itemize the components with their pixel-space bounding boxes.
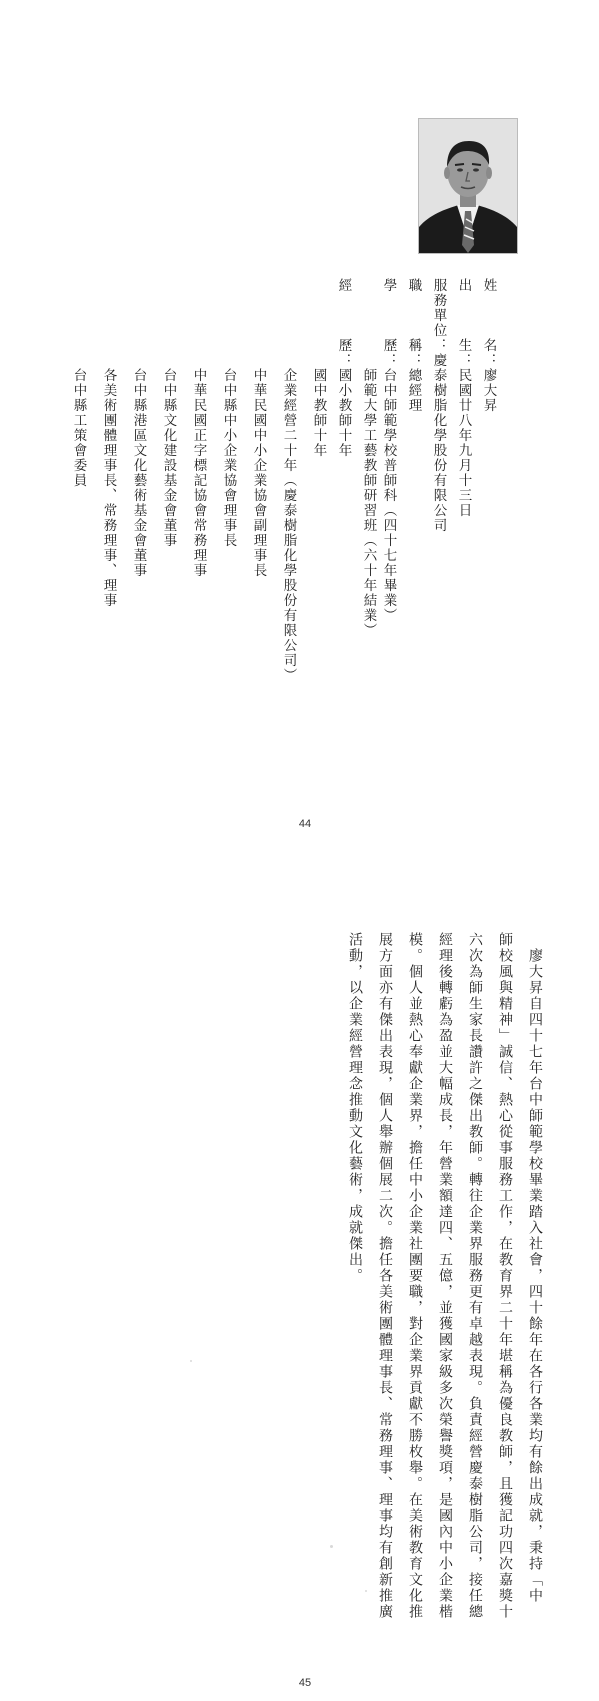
page-number: 44 (298, 818, 312, 830)
profile-line-experience-2: 國中教師十年 (310, 278, 327, 458)
bio-line: 展方面亦有傑出表現，個人舉辦個展二次。擔任各美術團體理事長、常務理事、理事均有創新推廣 (377, 932, 393, 1620)
profile-line-experience-10: 台中縣工策會委員 (70, 278, 87, 488)
profile-line-title: 職 稱：總經理 (405, 278, 422, 413)
profile-line-experience: 經 歷：國小教師十年 (335, 278, 352, 458)
profile-line-experience-8: 台中縣港區文化藝術基金會董事 (130, 278, 147, 578)
scan-speck (190, 1360, 192, 1362)
profile-line-experience-7: 台中縣文化建設基金會董事 (160, 278, 177, 548)
profile-line-experience-3: 企業經營二十年（慶泰樹脂化學股份有限公司） (280, 278, 297, 683)
profile-line-experience-5: 台中縣中小企業協會理事長 (220, 278, 237, 548)
profile-line-education-2: 師範大學工藝教師研習班（六十年結業） (360, 278, 377, 638)
scan-speck (330, 1545, 333, 1548)
bio-line: 六次為師生家長讚許之傑出教師。轉往企業界服務更有卓越表現。負責經營慶泰樹脂公司，接任總 (467, 932, 483, 1620)
bio-line: 活動，以企業經營理念推動文化藝術，成就傑出。 (347, 932, 363, 1284)
profile-line-name: 姓 名：廖大昇 (480, 278, 497, 413)
bio-line: 經理後轉虧為盈並大幅成長，年營業額達四、五億，並獲國家級多次榮譽獎項，是國內中小企業楷 (437, 932, 453, 1620)
page-number: 45 (298, 1677, 312, 1689)
profile-line-education: 學 歷：台中師範學校普師科（四十七年畢業） (380, 278, 397, 623)
portrait-photo (418, 118, 518, 254)
bio-line: 廖大昇自四十七年台中師範學校畢業踏入社會，四十餘年在各行各業均有餘出成就，秉持「中 (527, 932, 543, 1604)
profile-line-birth: 出 生：民國廿八年九月十三日 (455, 278, 472, 518)
bio-line: 模。個人並熱心奉獻企業界，擔任中小企業社團要職，對企業界貢獻不勝枚舉。在美術教育文化推 (407, 932, 423, 1620)
profile-line-employer: 服務單位：慶泰樹脂化學股份有限公司 (430, 278, 447, 533)
profile-line-experience-4: 中華民國中小企業協會副理事長 (250, 278, 267, 578)
bio-line: 師校風與精神」誠信、熱心從事服務工作，在教育界二十年堪稱為優良教師，且獲記功四次嘉獎十 (497, 932, 513, 1620)
scan-speck (365, 1590, 367, 1592)
profile-line-experience-6: 中華民國正字標記協會常務理事 (190, 278, 207, 578)
profile-line-experience-9: 各美術團體理事長、常務理事、理事 (100, 278, 117, 608)
